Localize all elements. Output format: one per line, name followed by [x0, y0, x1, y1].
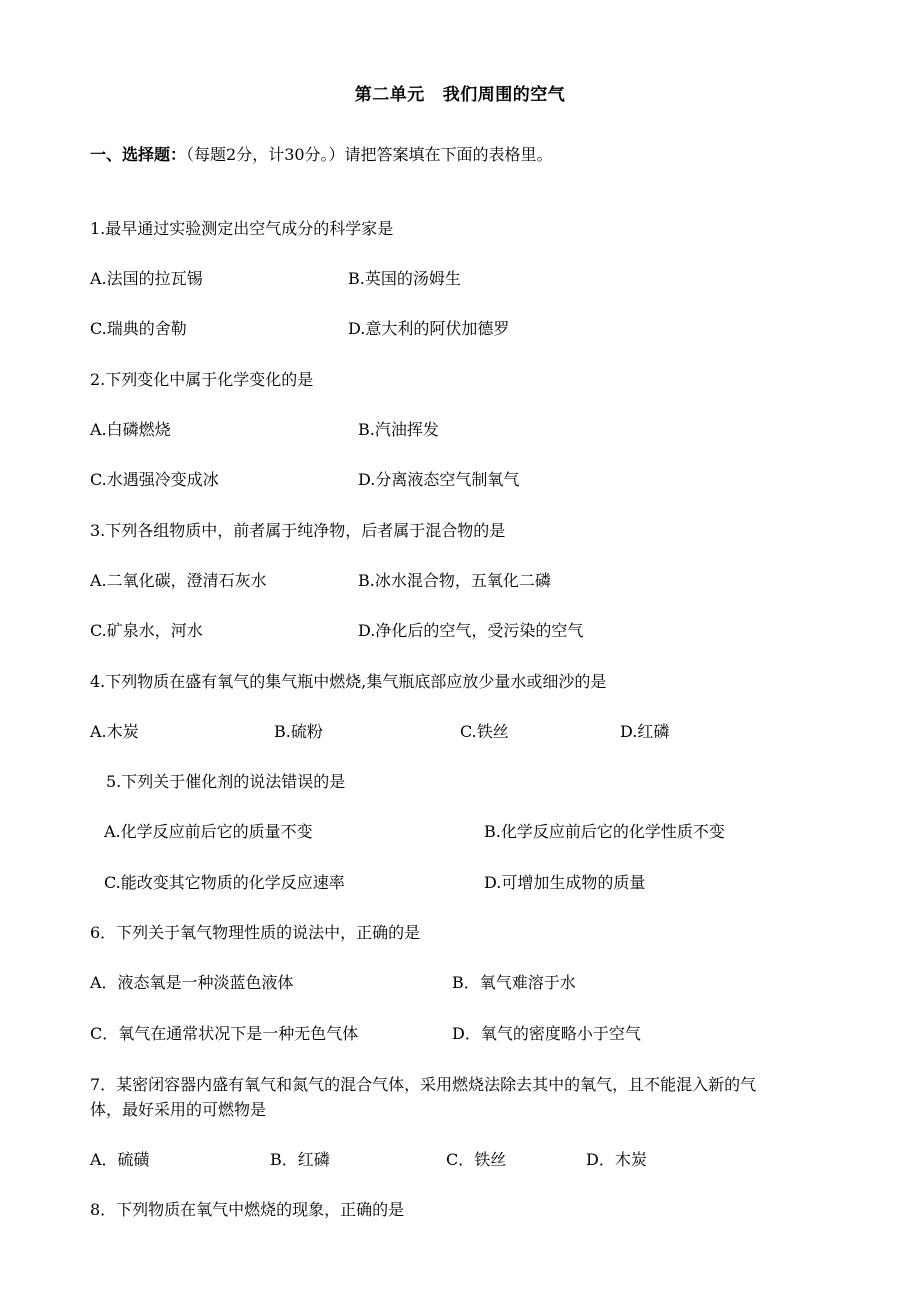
- question-stem: 1.最早通过实验测定出空气成分的科学家是: [90, 219, 394, 238]
- option-c: C.矿泉水，河水: [90, 621, 203, 640]
- option-c: C．铁丝: [446, 1150, 507, 1169]
- option-b: B．氧气难溶于水: [452, 973, 576, 992]
- option-c: C.水遇强冷变成冰: [90, 470, 219, 489]
- option-a: A．硫磺: [90, 1150, 150, 1169]
- option-c: C.瑞典的舍勒: [90, 319, 187, 338]
- option-d: D.红磷: [620, 722, 670, 741]
- question-stem: 2.下列变化中属于化学变化的是: [90, 370, 314, 389]
- option-b: B.汽油挥发: [358, 420, 439, 439]
- option-b: B．红磷: [270, 1150, 330, 1169]
- option-b: B.硫粉: [274, 722, 323, 741]
- option-d: D.可增加生成物的质量: [484, 873, 646, 892]
- section-note: （每题2分，计30分。）请把答案填在下面的表格里。: [186, 145, 553, 164]
- option-a: A.木炭: [90, 722, 139, 741]
- option-a: A.法国的拉瓦锡: [90, 269, 203, 288]
- option-d: D．氧气的密度略小于空气: [452, 1024, 641, 1043]
- page-title: [0, 80, 920, 105]
- option-b: B.英国的汤姆生: [348, 269, 461, 288]
- option-d: D.意大利的阿伏加德罗: [348, 319, 510, 338]
- option-a: A.化学反应前后它的质量不变: [104, 822, 313, 841]
- question-stem: 7．某密闭容器内盛有氧气和氮气的混合气体，采用燃烧法除去其中的氧气，且不能混入新的气: [90, 1075, 757, 1094]
- question-stem-continued: 体，最好采用的可燃物是: [90, 1100, 267, 1119]
- option-b: B.冰水混合物，五氧化二磷: [358, 571, 551, 590]
- option-d: D.分离液态空气制氧气: [358, 470, 520, 489]
- section-heading: [90, 142, 553, 165]
- question-stem: 3.下列各组物质中，前者属于纯净物，后者属于混合物的是: [90, 521, 506, 540]
- unit-label: 第二单元: [354, 85, 425, 105]
- question-stem: 5.下列关于催化剂的说法错误的是: [106, 772, 346, 791]
- option-a: A.白磷燃烧: [90, 420, 171, 439]
- option-c: C.铁丝: [460, 722, 509, 741]
- unit-title: 我们周围的空气: [442, 85, 566, 105]
- question-stem: 8．下列物质在氧气中燃烧的现象，正确的是: [90, 1200, 405, 1219]
- option-a: A．液态氧是一种淡蓝色液体: [90, 973, 294, 992]
- option-c: C.能改变其它物质的化学反应速率: [104, 873, 345, 892]
- option-d: D．木炭: [586, 1150, 647, 1169]
- option-c: C．氧气在通常状况下是一种无色气体: [90, 1024, 359, 1043]
- option-d: D.净化后的空气，受污染的空气: [358, 621, 584, 640]
- section-title: 一、选择题：: [90, 145, 187, 164]
- question-stem: 6．下列关于氧气物理性质的说法中，正确的是: [90, 923, 421, 942]
- option-a: A.二氧化碳，澄清石灰水: [90, 571, 267, 590]
- option-b: B.化学反应前后它的化学性质不变: [484, 822, 725, 841]
- question-stem: 4.下列物质在盛有氧气的集气瓶中燃烧,集气瓶底部应放少量水或细沙的是: [90, 672, 607, 691]
